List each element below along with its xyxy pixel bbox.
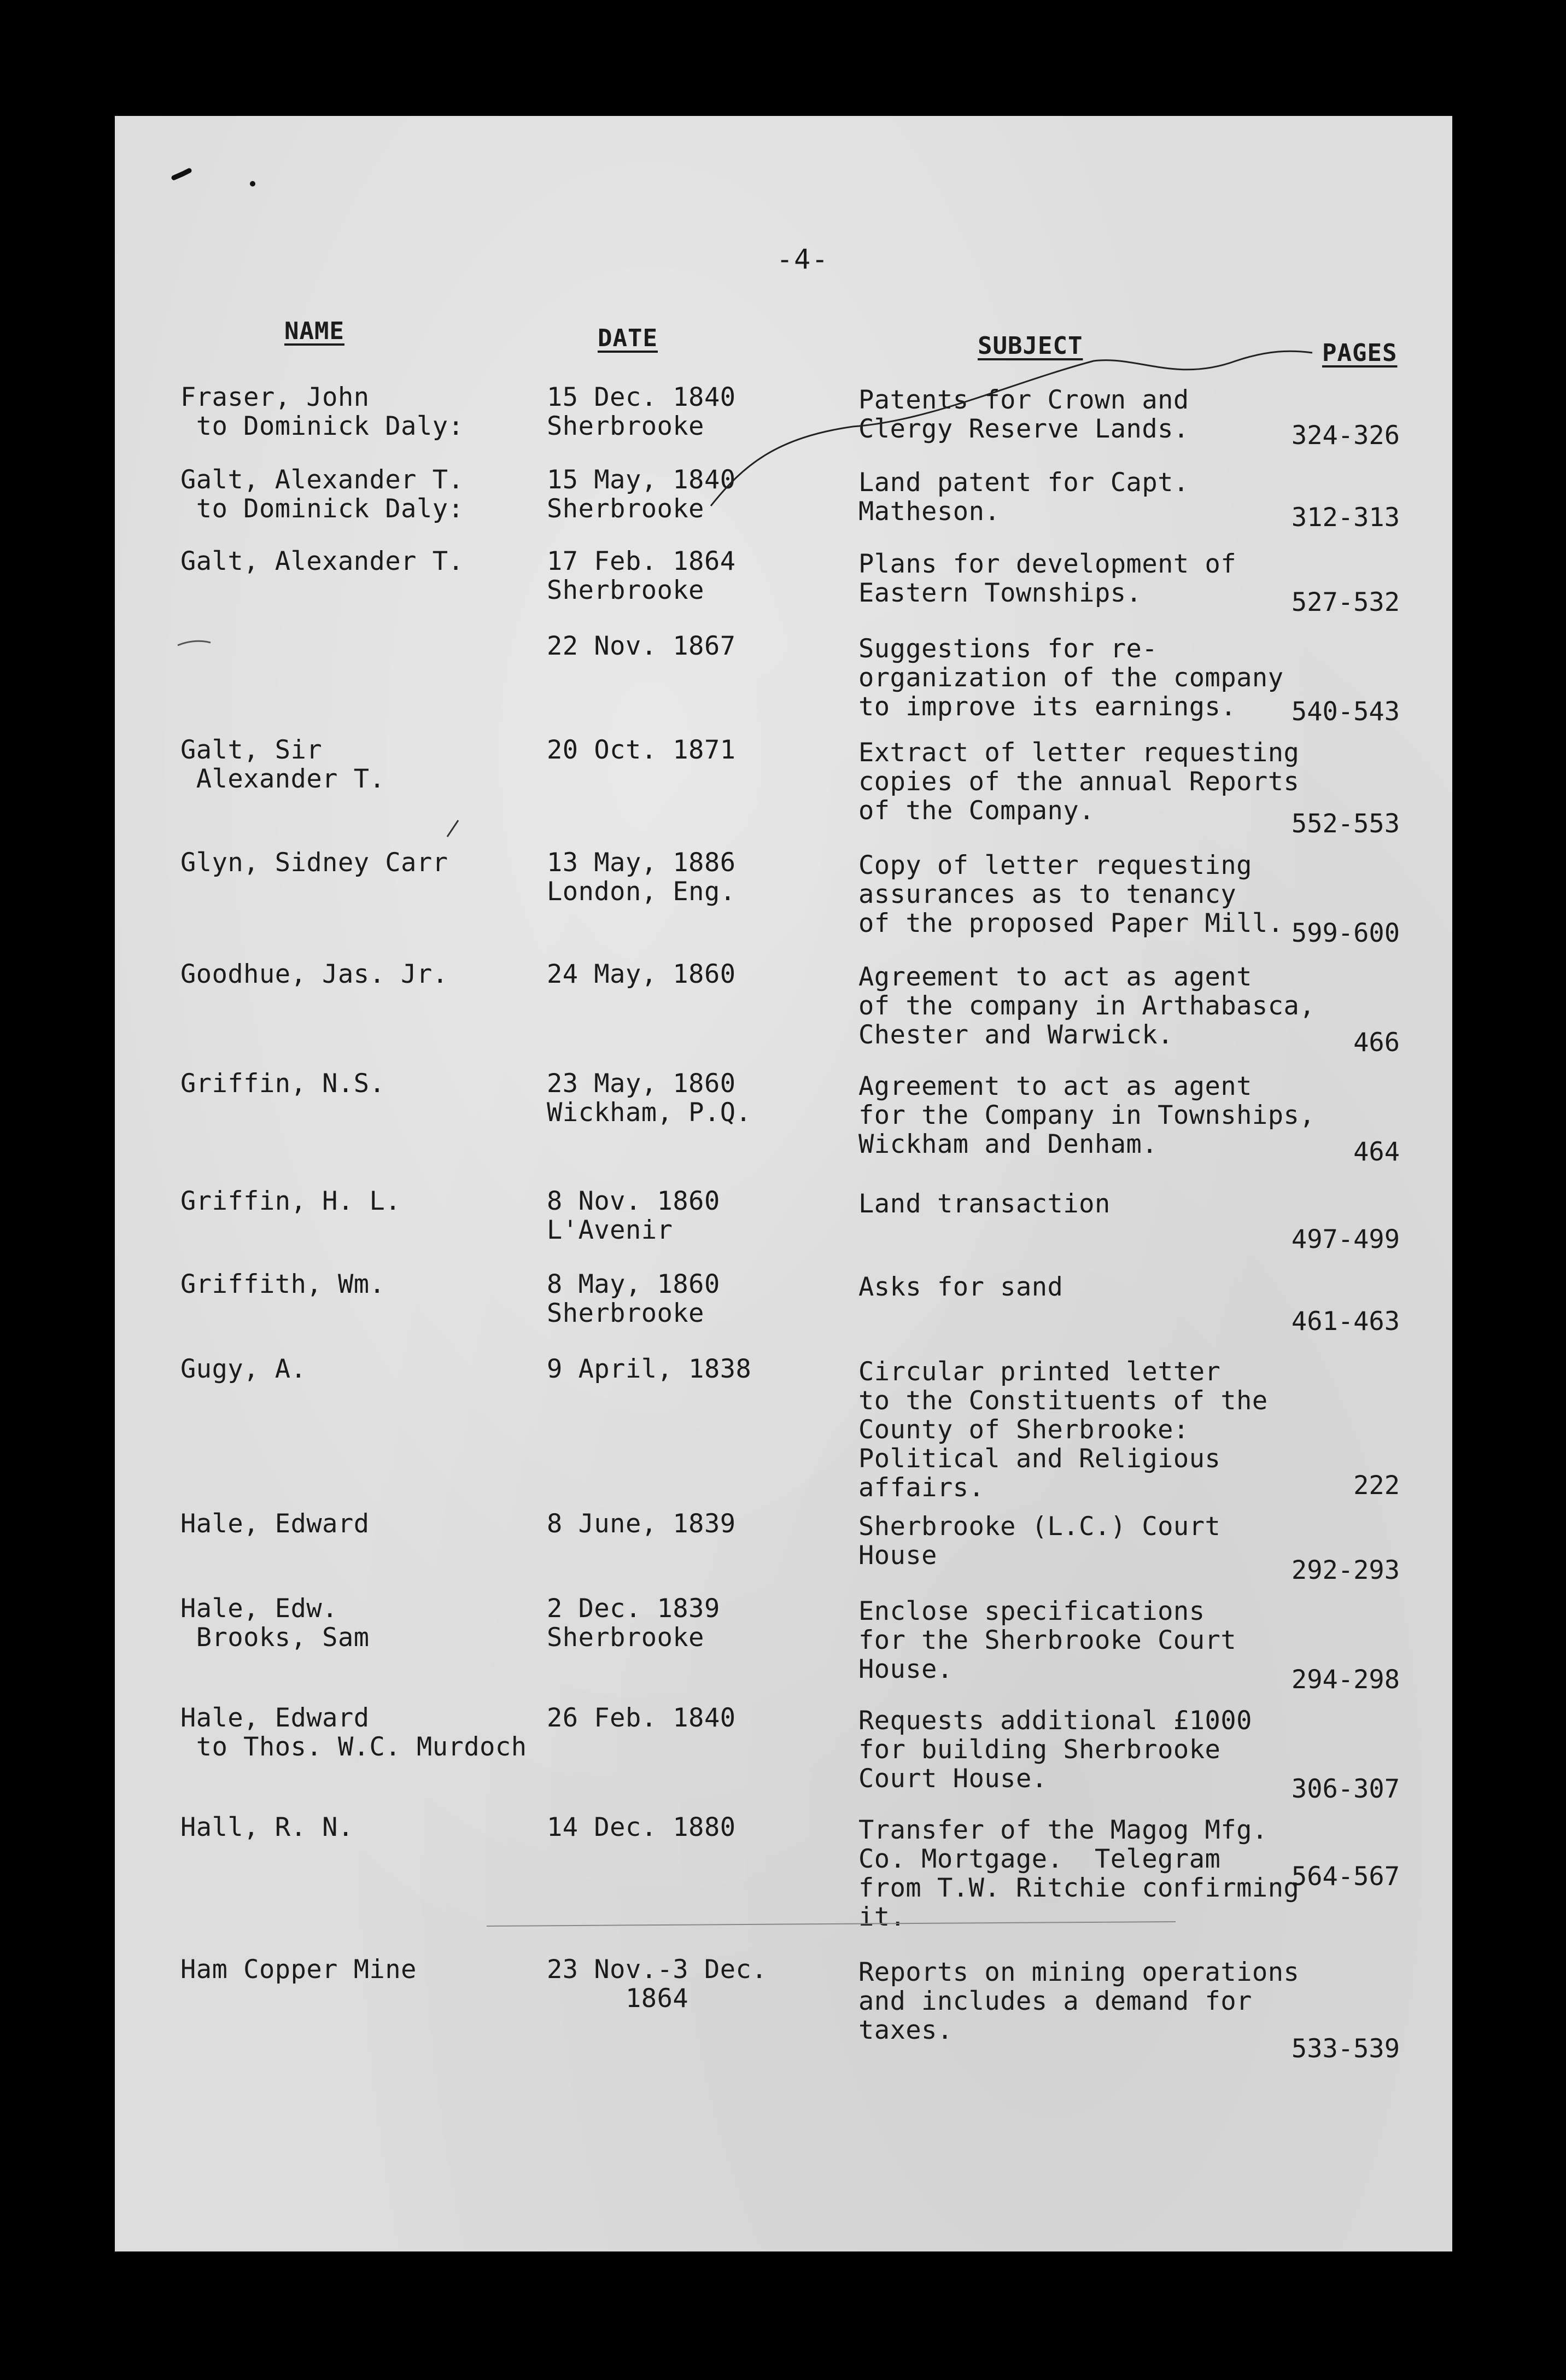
entry-name: Galt, Sir Alexander T. bbox=[180, 735, 385, 794]
entry-subject: Patents for Crown and Clergy Reserve Lands. bbox=[858, 385, 1189, 444]
entry-pages: 464 bbox=[1353, 1137, 1400, 1167]
entry-date: 24 May, 1860 bbox=[547, 959, 736, 989]
entry-date: 2 Dec. 1839 Sherbrooke bbox=[547, 1594, 720, 1653]
entry-name: Fraser, John to Dominick Daly: bbox=[180, 382, 464, 441]
entry-subject: Land patent for Capt. Matheson. bbox=[858, 468, 1189, 527]
entry-pages: 222 bbox=[1353, 1471, 1400, 1501]
entry-pages: 533-539 bbox=[1291, 2034, 1400, 2064]
entry-pages: 564-567 bbox=[1291, 1862, 1400, 1892]
entry-pages: 527-532 bbox=[1291, 587, 1400, 617]
entry-subject: Transfer of the Magog Mfg. Co. Mortgage. Telegram from T.W. Ritchie confirming it. bbox=[858, 1815, 1300, 1932]
entry-subject: Requests additional £1000 for building Sherbrooke Court House. bbox=[858, 1706, 1252, 1794]
entry-pages: 552-553 bbox=[1291, 809, 1400, 839]
entry-name: Ham Copper Mine bbox=[180, 1955, 417, 1985]
entry-date: 13 May, 1886 London, Eng. bbox=[547, 848, 736, 907]
entry-name: Hale, Edw. Brooks, Sam bbox=[180, 1594, 370, 1653]
entry-pages: 324-326 bbox=[1291, 421, 1400, 451]
entry-name: Griffin, N.S. bbox=[180, 1069, 385, 1099]
entry-subject: Enclose specifications for the Sherbrooke Court House. bbox=[858, 1596, 1237, 1684]
entry-pages: 466 bbox=[1353, 1028, 1400, 1058]
entry-pages: 599-600 bbox=[1291, 918, 1400, 948]
entry-name: Hale, Edward bbox=[180, 1509, 370, 1539]
entry-date: 23 May, 1860 Wickham, P.Q. bbox=[547, 1069, 752, 1128]
entry-pages: 540-543 bbox=[1291, 697, 1400, 727]
entry-subject: Agreement to act as agent of the company in Arthabasca, Chester and Warwick. bbox=[858, 962, 1316, 1050]
entry-pages: 306-307 bbox=[1291, 1774, 1400, 1804]
header-subject: SUBJECT bbox=[978, 332, 1083, 360]
entry-name: Gugy, A. bbox=[180, 1354, 307, 1384]
entry-date: 8 Nov. 1860 L'Avenir bbox=[547, 1186, 720, 1245]
entry-subject: Plans for development of Eastern Townships. bbox=[858, 549, 1237, 608]
header-name: NAME bbox=[284, 317, 344, 345]
entry-name: Glyn, Sidney Carr bbox=[180, 848, 448, 878]
entry-name: Galt, Alexander T. to Dominick Daly: bbox=[180, 465, 464, 524]
entry-date: 15 May, 1840 Sherbrooke bbox=[547, 465, 736, 524]
entry-date: 22 Nov. 1867 bbox=[547, 631, 736, 661]
entry-subject: Land transaction bbox=[858, 1189, 1111, 1219]
entry-date: 23 Nov.-3 Dec. 1864 bbox=[547, 1955, 768, 2014]
entry-date: 8 May, 1860 Sherbrooke bbox=[547, 1269, 720, 1328]
entry-subject: Asks for sand bbox=[858, 1272, 1064, 1302]
entry-name: Goodhue, Jas. Jr. bbox=[180, 959, 448, 989]
entry-pages: 292-293 bbox=[1291, 1555, 1400, 1585]
entry-name: Hale, Edward to Thos. W.C. Murdoch bbox=[180, 1703, 527, 1762]
header-pages: PAGES bbox=[1322, 339, 1398, 367]
entry-subject: Circular printed letter to the Constituents of the County of Sherbrooke: Political and Religious affairs. bbox=[858, 1357, 1268, 1503]
entry-subject: Sherbrooke (L.C.) Court House bbox=[858, 1512, 1221, 1571]
entry-date: 8 June, 1839 bbox=[547, 1509, 736, 1539]
entry-name: Hall, R. N. bbox=[180, 1812, 354, 1842]
entry-date: 15 Dec. 1840 Sherbrooke bbox=[547, 382, 736, 441]
entry-pages: 497-499 bbox=[1291, 1224, 1400, 1255]
entry-date: 26 Feb. 1840 bbox=[547, 1703, 736, 1733]
entry-pages: 294-298 bbox=[1291, 1665, 1400, 1695]
entry-date: 17 Feb. 1864 Sherbrooke bbox=[547, 546, 736, 605]
entry-subject: Extract of letter requesting copies of the annual Reports of the Company. bbox=[858, 738, 1300, 826]
entry-name: Galt, Alexander T. bbox=[180, 546, 464, 576]
entry-subject: Reports on mining operations and includes a demand for taxes. bbox=[858, 1957, 1300, 2045]
entry-name: Griffith, Wm. bbox=[180, 1269, 385, 1299]
entry-date: 9 April, 1838 bbox=[547, 1354, 752, 1384]
entry-subject: Agreement to act as agent for the Company in Townships, Wickham and Denham. bbox=[858, 1071, 1316, 1159]
entry-pages: 312-313 bbox=[1291, 503, 1400, 533]
entry-name: Griffin, H. L. bbox=[180, 1186, 401, 1216]
entry-date: 14 Dec. 1880 bbox=[547, 1812, 736, 1842]
entry-subject: Suggestions for re- organization of the company to improve its earnings. bbox=[858, 634, 1284, 722]
header-date: DATE bbox=[598, 324, 658, 352]
entry-subject: Copy of letter requesting assurances as to tenancy of the proposed Paper Mill. bbox=[858, 850, 1284, 938]
entry-date: 20 Oct. 1871 bbox=[547, 735, 736, 765]
entry-pages: 461-463 bbox=[1291, 1306, 1400, 1337]
page-number: -4- bbox=[776, 243, 829, 275]
